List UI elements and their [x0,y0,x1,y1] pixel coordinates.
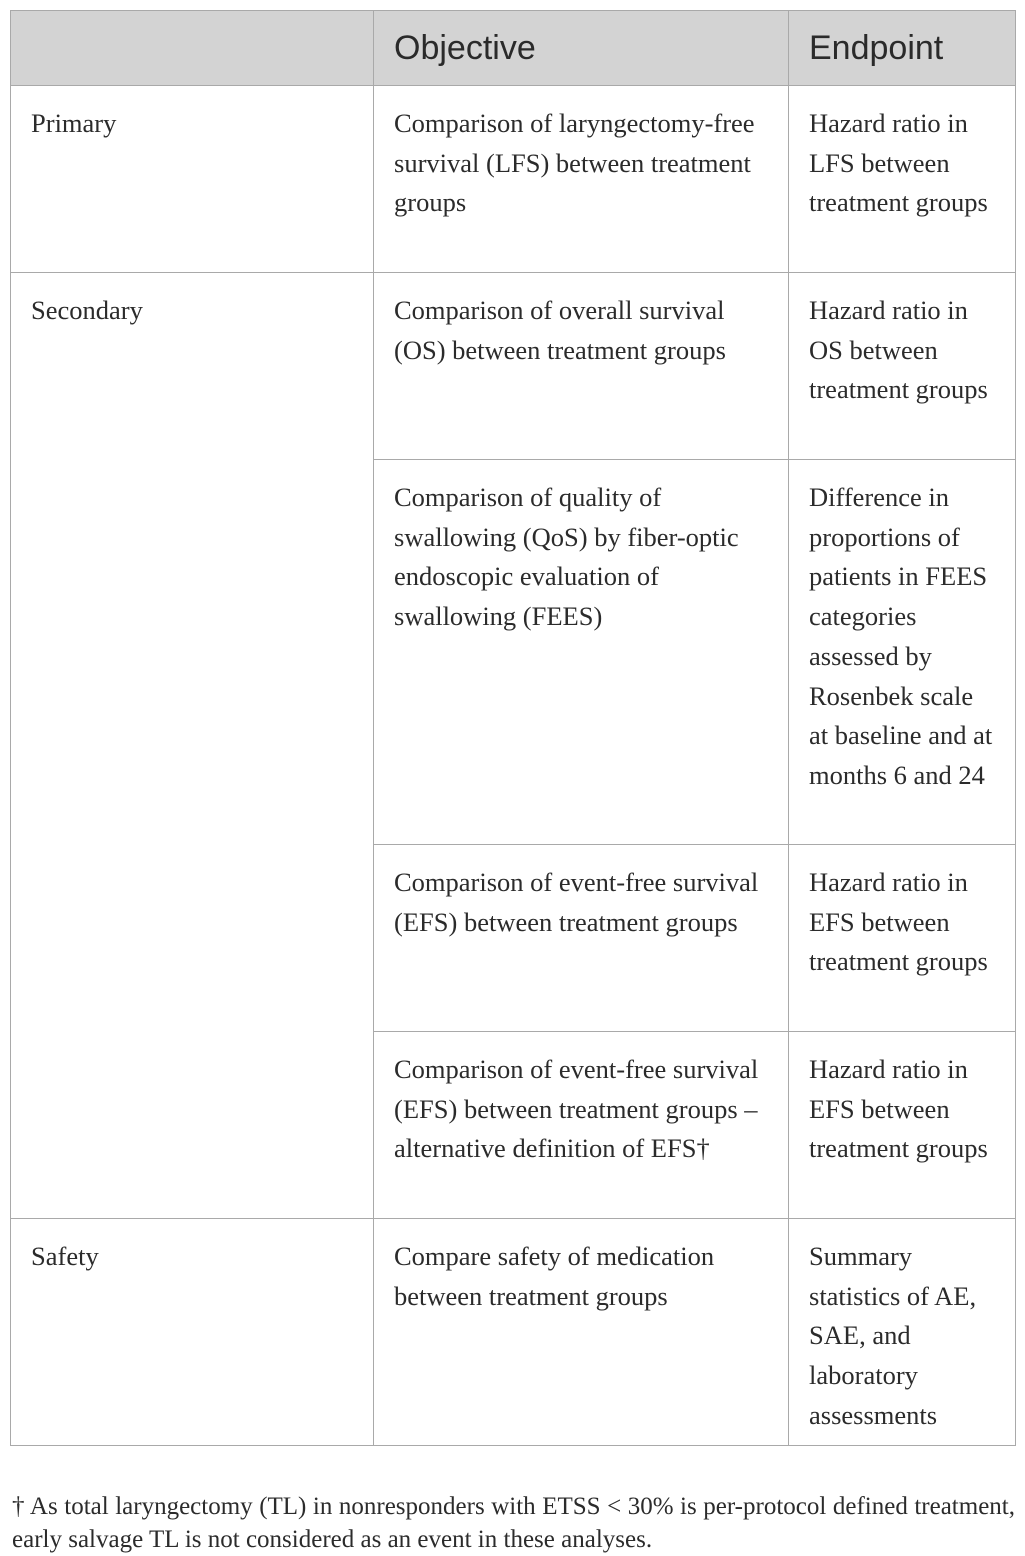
endpoint-cell: Difference in proportions of patients in FEES categories assessed by Rosenbek scale at baseline and at months 6 and 24 [789,460,1016,845]
objective-cell: Comparison of laryngectomy-free survival (LFS) between treatment groups [374,86,789,273]
objective-cell: Comparison of quality of swallowing (QoS) by fiber-optic endoscopic evaluation of swallowing (FEES) [374,460,789,845]
endpoint-cell: Hazard ratio in EFS between treatment groups [789,845,1016,1032]
objective-cell: Comparison of overall survival (OS) between treatment groups [374,273,789,460]
endpoint-cell: Hazard ratio in EFS between treatment groups [789,1032,1016,1219]
header-objective: Objective [374,11,789,86]
table-row [11,273,1016,460]
category-cell-safety: Safety [11,1219,374,1446]
category-cell-secondary: Secondary [11,273,374,1219]
table-header [11,11,1016,86]
endpoint-cell: Hazard ratio in OS between treatment groups [789,273,1016,460]
table-row [11,1219,1016,1446]
objective-cell: Compare safety of medication between treatment groups [374,1219,789,1446]
endpoint-cell: Hazard ratio in LFS between treatment groups [789,86,1016,273]
header-category [11,11,374,86]
header-endpoint: Endpoint [789,11,1016,86]
table-footnote: † As total laryngectomy (TL) in nonresponders with ETSS < 30% is per-protocol defined treatment, early salvage TL is not considered as an event in these analyses. [12,1493,1015,1553]
objective-cell: Comparison of event-free survival (EFS) between treatment groups [374,845,789,1032]
table-body [11,86,1016,1446]
table-row [11,86,1016,273]
objective-cell: Comparison of event-free survival (EFS) between treatment groups – alternative definition of EFS† [374,1032,789,1219]
category-cell-primary: Primary [11,86,374,273]
endpoint-cell: Summary statistics of AE, SAE, and laboratory assessments [789,1219,1016,1446]
objectives-endpoints-table [10,10,1016,1446]
objectives-table-container [10,10,1015,1446]
header-row [11,11,1016,86]
